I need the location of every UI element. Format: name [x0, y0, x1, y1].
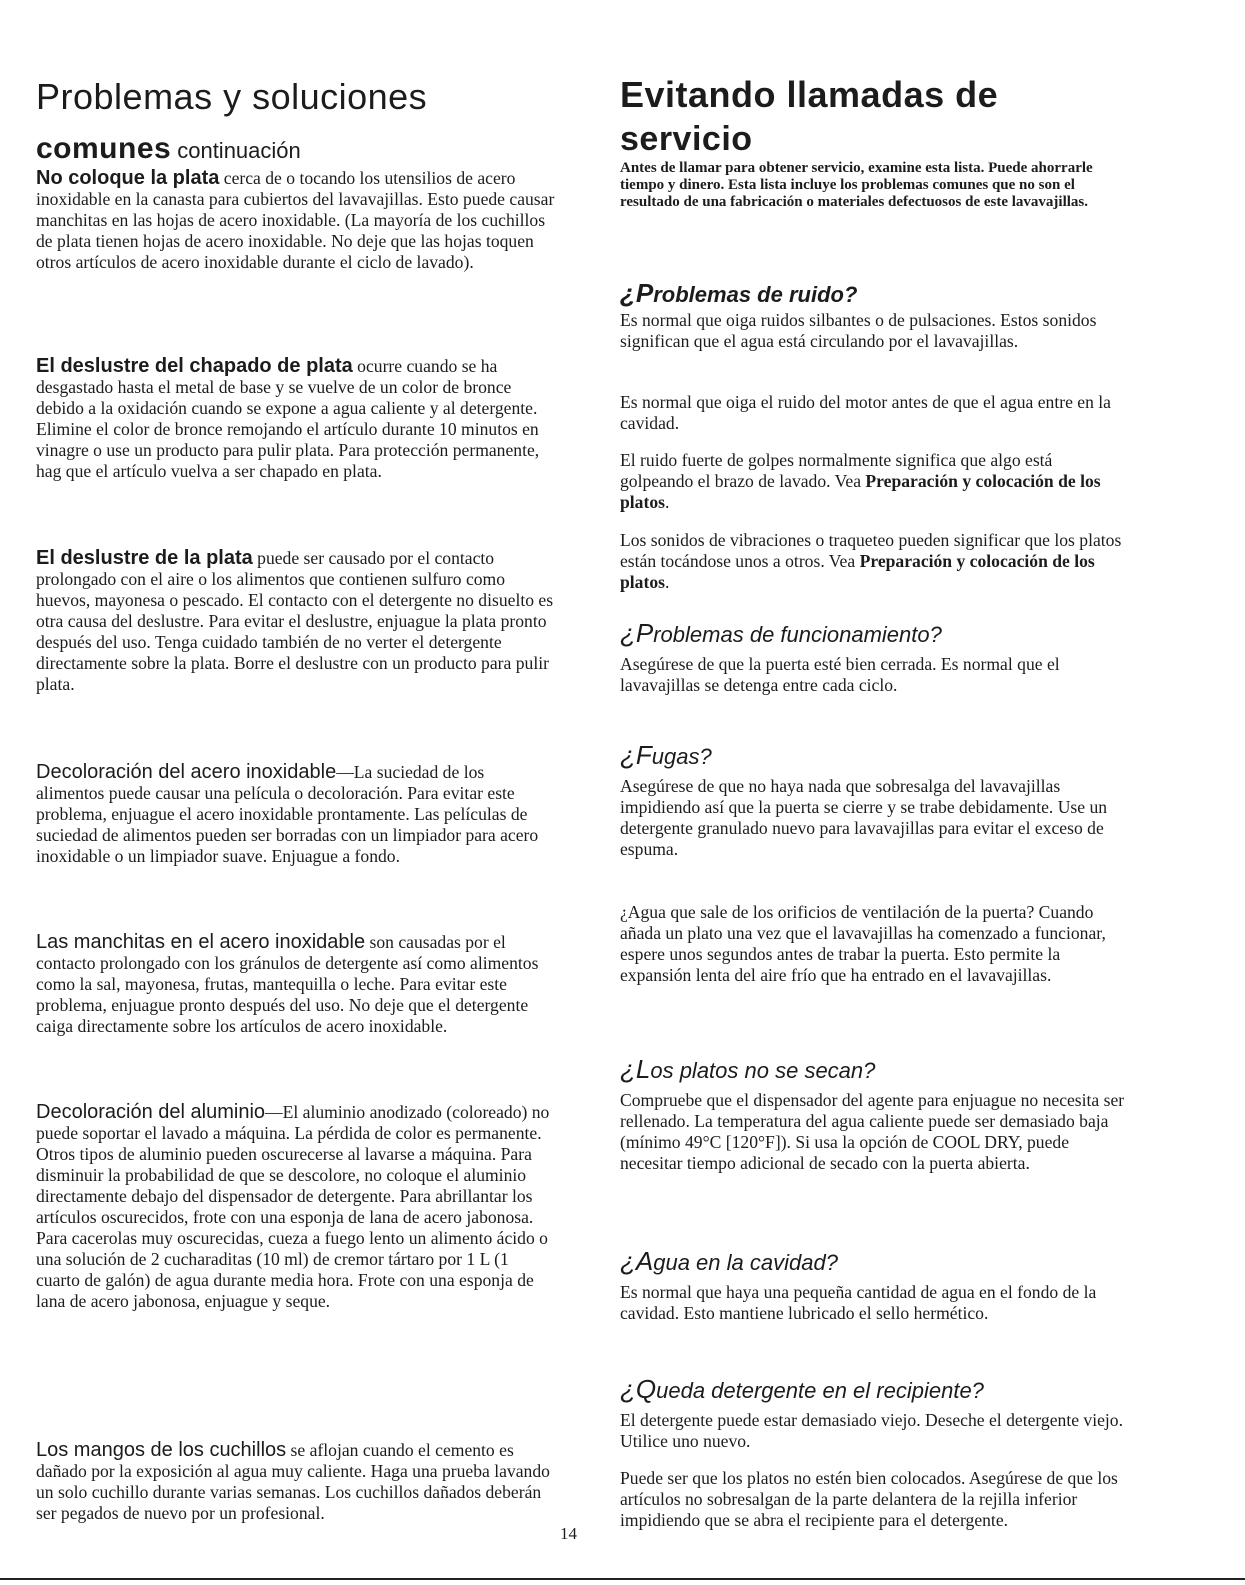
water-heading [620, 1246, 838, 1277]
dish-loading-reference: Preparación y colocación de los platos [620, 471, 1101, 512]
heading-cap: ¿P [620, 618, 654, 648]
page-number: 14 [560, 1524, 577, 1543]
water-p1: Es normal que haya una pequeña cantidad de agua en el fondo de la cavidad. Esto mantiene lubricado el sello hermético. [620, 1282, 1097, 1323]
paragraph-lead: No coloque la plata [36, 167, 220, 189]
paragraph-text: ocurre cuando se ha desgastado hasta el metal de base y se vuelve de un color de bronce debido a la oxidación cuando se expone a agua caliente y al detergente. Elimine el color de bronce remojando el artículo durante 10 minutos en vinagre o use un producto para pulir plata. Para protección permanente, hag que el artículo vuelva a ser chapado en plata. [36, 356, 540, 481]
heading-rest: ugas? [651, 744, 712, 769]
intro-paragraph: Antes de llamar para obtener servicio, examine esta lista. Puede ahorrarle tiempo y dinero. Esta lista incluye los problemas comunes que no son el resultado de una fabricación o materiales defectuosos de este lavavajillas. [620, 160, 1093, 210]
paragraph-text: —La suciedad de los alimentos puede causar una película o decoloración. Para evitar este problema, enjuague el acero inoxidable prontamente. Las películas de suciedad de alimentos pueden ser borradas con un limpiador para acero inoxidable o un limpiador suave. Enjuague a fondo. [36, 762, 539, 866]
noise-p4-end: . [664, 572, 670, 592]
noise-p2: Es normal que oiga el ruido del motor antes de que el agua entre en la cavidad. [620, 392, 1111, 433]
stainless-spots-paragraph [36, 932, 556, 1037]
heading-rest: roblemas de ruido? [653, 282, 858, 307]
detergent-heading [620, 1374, 984, 1405]
right-title-line1: Evitando llamadas de [620, 74, 999, 115]
section-title-word: comunes [36, 132, 172, 165]
heading-rest: roblemas de funcionamiento? [653, 622, 942, 647]
aluminum-discoloration-paragraph [36, 1102, 556, 1312]
paragraph-text: puede ser causado por el contacto prolongado con el aire o los alimentos que contienen sulfuro como huevos, mayonesa o pescado. El contacto con el detergente no disuelto es otra causa del deslustre. Para evitar el deslustre, enjuague la plata pronto después del uso. Tenga cuidado también de no verter el detergente directamente sobre la plata. Borre el deslustre con un producto para pulir plata. [36, 548, 554, 694]
section-title-line1: Problemas y soluciones [36, 76, 428, 117]
noise-p3-text: El ruido fuerte de golpes normalmente significa que algo está golpeando el brazo de lavado. Vea [620, 450, 1053, 491]
paragraph-lead: El deslustre del chapado de plata [36, 355, 353, 377]
function-p1: Asegúrese de que la puerta esté bien cerrada. Es normal que el lavavajillas se detenga entre cada ciclo. [620, 654, 1060, 695]
dry-p1: Compruebe que el dispensador del agente para enjuague no necesita ser rellenado. La temperatura del agua caliente puede ser demasiado baja (mínimo 49°C [120°F]). Si usa la opción de COOL DRY, puede necesitar tiempo adicional de secado con la puerta abierta. [620, 1090, 1125, 1173]
heading-cap: ¿L [620, 1054, 651, 1084]
paragraph-lead: Decoloración del acero inoxidable [36, 761, 337, 783]
knife-handles-paragraph [36, 1440, 556, 1524]
noise-p3 [620, 450, 1130, 513]
detergent-p2: Puede ser que los platos no estén bien colocados. Asegúrese de que los artículos no sobresalgan de la parte delantera de la rejilla inferior impidiendo que se abra el recipiente para el detergente. [620, 1468, 1118, 1530]
leaks-p1: Asegúrese de que no haya nada que sobresalga del lavavajillas impidiendo así que la puerta se cierre y se trabe debidamente. Use un detergente granulado nuevo para lavavajillas para evitar el exceso de espuma. [620, 776, 1108, 859]
paragraph-text: —El aluminio anodizado (coloreado) no puede soportar el lavado a máquina. La pérdida de color es permanente. Otros tipos de aluminio pueden oscurecerse al lavarse a máquina. Para disminuir la probabilidad de que se descolore, no coloque el aluminio directamente debajo del dispensador de detergente. Para abrillantar los artículos oscurecidos, frote con una esponja de lana de acero jabonosa. Para cacerolas muy oscurecidas, cueza a fuego lento un alimento ácido o una solución de 2 cucharaditas (10 ml) de cremor tártaro por 1 L (1 cuarto de galón) de agua durante media hora. Frote con una esponja de lana de acero jabonosa, enjuague y seque. [36, 1102, 550, 1311]
noise-heading [620, 278, 857, 309]
heading-rest: gua en la cavidad? [653, 1250, 838, 1275]
heading-cap: ¿P [620, 278, 654, 308]
paragraph-lead: Decoloración del aluminio [36, 1101, 266, 1123]
silver-tarnish-paragraph [36, 548, 556, 695]
leaks-p2: ¿Agua que sale de los orificios de ventilación de la puerta? Cuando añada un plato una vez que el lavavajillas ha comenzado a funcionar, espere unos segundos antes de trabar la puerta. Esto permite la expansión lenta del aire frío que ha entrado en el lavavajillas. [620, 902, 1106, 985]
leaks-heading [620, 740, 712, 771]
paragraph-text: cerca de o tocando los utensilios de acero inoxidable en la canasta para cubiertos del lavavajillas. Esto puede causar manchitas en las hojas de acero inoxidable. (La mayoría de los cuchillos de plata tienen hojas de acero inoxidable. No deje que las hojas toquen otros artículos de acero inoxidable durante el ciclo de lavado). [36, 168, 555, 272]
function-heading [620, 618, 942, 649]
right-title-line2: servicio [620, 120, 753, 158]
dish-loading-reference: Preparación y colocación de los platos [620, 551, 1095, 592]
heading-cap: ¿Q [620, 1374, 657, 1404]
heading-rest: os platos no se secan? [650, 1058, 876, 1083]
heading-rest: ueda detergente en el recipiente? [656, 1378, 984, 1403]
noise-p1: Es normal que oiga ruidos silbantes o de pulsaciones. Estos sonidos significan que el agua está circulando por el lavavajillas. [620, 310, 1097, 351]
section-title-line2 [36, 132, 301, 166]
bottom-divider [0, 1578, 1245, 1580]
paragraph-lead: Las manchitas en el acero inoxidable [36, 931, 366, 953]
noise-p4-text: Los sonidos de vibraciones o traqueteo pueden significar que los platos están tocándose unos a otros. Vea [620, 530, 1122, 571]
paragraph-lead: Los mangos de los cuchillos [36, 1439, 287, 1461]
paragraph-text: se aflojan cuando el cemento es dañado por la exposición al agua muy caliente. Haga una prueba lavando un solo cuchillo durante varias semanas. Los cuchillos dañados deberán ser pegados de nuevo por un profesional. [36, 1440, 550, 1523]
paragraph-lead: El deslustre de la plata [36, 547, 253, 569]
noise-p3-end: . [664, 492, 670, 512]
noise-p4 [620, 530, 1130, 593]
silver-placement-paragraph [36, 168, 556, 273]
heading-cap: ¿F [620, 740, 652, 770]
silver-plate-tarnish-paragraph [36, 356, 556, 482]
stainless-discoloration-paragraph [36, 762, 556, 867]
heading-cap: ¿A [620, 1246, 654, 1276]
paragraph-text: son causadas por el contacto prolongado con los gránulos de detergente así como alimentos como la sal, mayonesa, frutas, mantequilla o leche. Para evitar este problema, enjuague pronto después del uso. No deje que el detergente caiga directamente sobre los artículos de acero inoxidable. [36, 932, 539, 1036]
detergent-p1: El detergente puede estar demasiado viejo. Deseche el detergente viejo. Utilice uno nuevo. [620, 1410, 1124, 1451]
continuation-label: continuación [177, 138, 301, 163]
dry-heading [620, 1054, 875, 1085]
